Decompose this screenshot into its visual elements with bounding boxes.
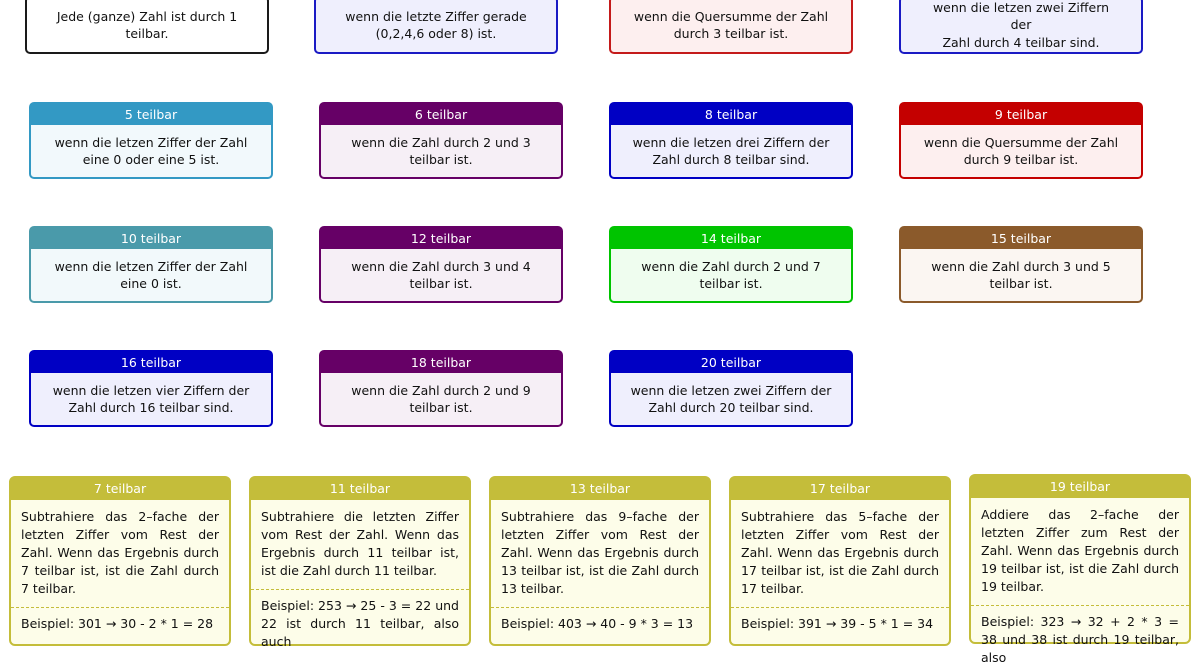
rule-example: Beispiel: 253 → 25 - 3 = 22 und 22 ist durch 11 teilbar, also auch — [261, 598, 459, 649]
rule-example: Beispiel: 301 → 30 - 2 * 1 = 28 — [21, 616, 214, 631]
rule-box-19 — [969, 474, 1191, 665]
card-text — [901, 125, 1141, 177]
card-text — [321, 373, 561, 425]
card-teilbar-18 — [319, 350, 563, 427]
rule-box-13 — [489, 476, 711, 646]
card-text-line: eine 0 ist. — [120, 276, 182, 291]
card-text — [611, 373, 851, 425]
card-text-line: wenn die letzen Ziffer der Zahl — [54, 258, 248, 274]
card-text-line: wenn die letzen Ziffer der Zahl — [54, 134, 248, 150]
card-teilbar-9 — [899, 102, 1143, 179]
card-title: 10 teilbar — [31, 228, 271, 249]
card-text — [611, 249, 851, 301]
rule-title: 13 teilbar — [491, 478, 709, 500]
card-title: 15 teilbar — [901, 228, 1141, 249]
rule-text: Subtrahiere die letzten Ziffer vom Rest der Zahl. Wenn das Ergebnis durch 11 teilbar ist, ist die Zahl durch 11 teilbar. — [261, 509, 459, 578]
card-text-line: Zahl durch 16 teilbar sind. — [68, 400, 234, 415]
card-title: 14 teilbar — [611, 228, 851, 249]
card-text-line: wenn die Zahl durch 2 und 3 — [351, 134, 531, 150]
card-title: 16 teilbar — [31, 352, 271, 373]
card-title: 8 teilbar — [611, 104, 851, 125]
card-text-line: Zahl durch 20 teilbar sind. — [648, 400, 814, 415]
card-title: 6 teilbar — [321, 104, 561, 125]
card-text — [31, 125, 271, 177]
card-text-line: wenn die Zahl durch 3 und 4 — [351, 258, 531, 274]
rule-box-11 — [249, 476, 471, 649]
card-text-line: (0,2,4,6 oder 8) ist. — [375, 26, 497, 41]
card-text-line: Zahl durch 8 teilbar sind. — [652, 152, 810, 167]
card-text — [611, 0, 851, 52]
rule-example: Beispiel: 391 → 39 - 5 * 1 = 34 — [741, 616, 934, 631]
card-teilbar-20 — [609, 350, 853, 427]
card-text-line: wenn die Zahl durch 3 und 5 — [931, 258, 1111, 274]
card-teilbar-8 — [609, 102, 853, 179]
card-text — [321, 125, 561, 177]
rule-title: 19 teilbar — [971, 476, 1189, 498]
card-text — [901, 249, 1141, 301]
rule-text: Subtrahiere das 2–fache der letzten Ziffer vom Rest der Zahl. Wenn das Ergebnis durch 7 teilbar ist, ist die Zahl durch 7 teilbar. — [21, 509, 219, 596]
card-text — [31, 249, 271, 301]
rule-text: Addiere das 2–fache der letzten Ziffer zum Rest der Zahl. Wenn das Ergebnis durch 19 teilbar ist, ist die Zahl durch 19 teilbar. — [981, 507, 1179, 594]
card-text-line: wenn die Quersumme der Zahl — [633, 8, 829, 24]
card-teilbar-3 — [609, 0, 853, 54]
card-text-line: durch 3 teilbar ist. — [673, 26, 789, 41]
card-text — [27, 0, 267, 52]
rule-box-7 — [9, 476, 231, 646]
rule-text: Subtrahiere das 9–fache der letzten Ziffer vom Rest der Zahl. Wenn das Ergebnis durch 13 teilbar ist, ist die Zahl durch 13 teilbar. — [501, 509, 699, 596]
card-text-line: Jede (ganze) Zahl ist durch 1 — [56, 8, 238, 24]
card-text-line: teilbar ist. — [409, 152, 473, 167]
rule-title: 11 teilbar — [251, 478, 469, 500]
card-teilbar-16 — [29, 350, 273, 427]
card-text-line: teilbar ist. — [409, 400, 473, 415]
card-title: 12 teilbar — [321, 228, 561, 249]
rule-title: 7 teilbar — [11, 478, 229, 500]
card-text-line: durch 9 teilbar ist. — [963, 152, 1079, 167]
card-text-line: wenn die Quersumme der Zahl — [923, 134, 1119, 150]
card-title: 5 teilbar — [31, 104, 271, 125]
card-text-line: wenn die letzen drei Ziffern der — [632, 134, 830, 150]
card-title: 9 teilbar — [901, 104, 1141, 125]
card-text — [31, 373, 271, 425]
card-teilbar-1 — [25, 0, 269, 54]
rule-text: Subtrahiere das 5–fache der letzten Ziffer vom Rest der Zahl. Wenn das Ergebnis durch 17 teilbar ist, ist die Zahl durch 17 teilbar. — [741, 509, 939, 596]
card-title: 18 teilbar — [321, 352, 561, 373]
card-teilbar-14 — [609, 226, 853, 303]
card-text-line: Zahl durch 4 teilbar sind. — [942, 34, 1100, 50]
card-teilbar-10 — [29, 226, 273, 303]
card-text-line: wenn die letzte Ziffer gerade — [345, 8, 527, 24]
card-text-line: teilbar ist. — [699, 276, 763, 291]
card-text-line: wenn die letzen zwei Ziffern der — [932, 0, 1110, 33]
card-text-line: teilbar ist. — [409, 276, 473, 291]
card-text — [611, 125, 851, 177]
card-teilbar-4 — [899, 0, 1143, 54]
card-title: 20 teilbar — [611, 352, 851, 373]
card-teilbar-5 — [29, 102, 273, 179]
card-teilbar-12 — [319, 226, 563, 303]
card-teilbar-15 — [899, 226, 1143, 303]
card-text-line: eine 0 oder eine 5 ist. — [82, 152, 220, 167]
card-text-line: wenn die letzen vier Ziffern der — [52, 382, 250, 398]
card-text-line: wenn die Zahl durch 2 und 7 — [641, 258, 821, 274]
card-text — [316, 0, 556, 52]
card-text — [901, 0, 1141, 52]
card-text-line: teilbar ist. — [989, 276, 1053, 291]
rule-title: 17 teilbar — [731, 478, 949, 500]
rule-example: Beispiel: 403 → 40 - 9 * 3 = 13 — [501, 616, 694, 631]
card-text — [321, 249, 561, 301]
card-text-line: wenn die letzen zwei Ziffern der — [630, 382, 832, 398]
card-teilbar-6 — [319, 102, 563, 179]
rule-box-17 — [729, 476, 951, 646]
card-teilbar-2 — [314, 0, 558, 54]
rule-example: Beispiel: 323 → 32 + 2 * 3 = 38 und 38 ist durch 19 teilbar, also — [981, 614, 1179, 665]
card-text-line: teilbar. — [125, 26, 169, 41]
card-text-line: wenn die Zahl durch 2 und 9 — [351, 382, 531, 398]
